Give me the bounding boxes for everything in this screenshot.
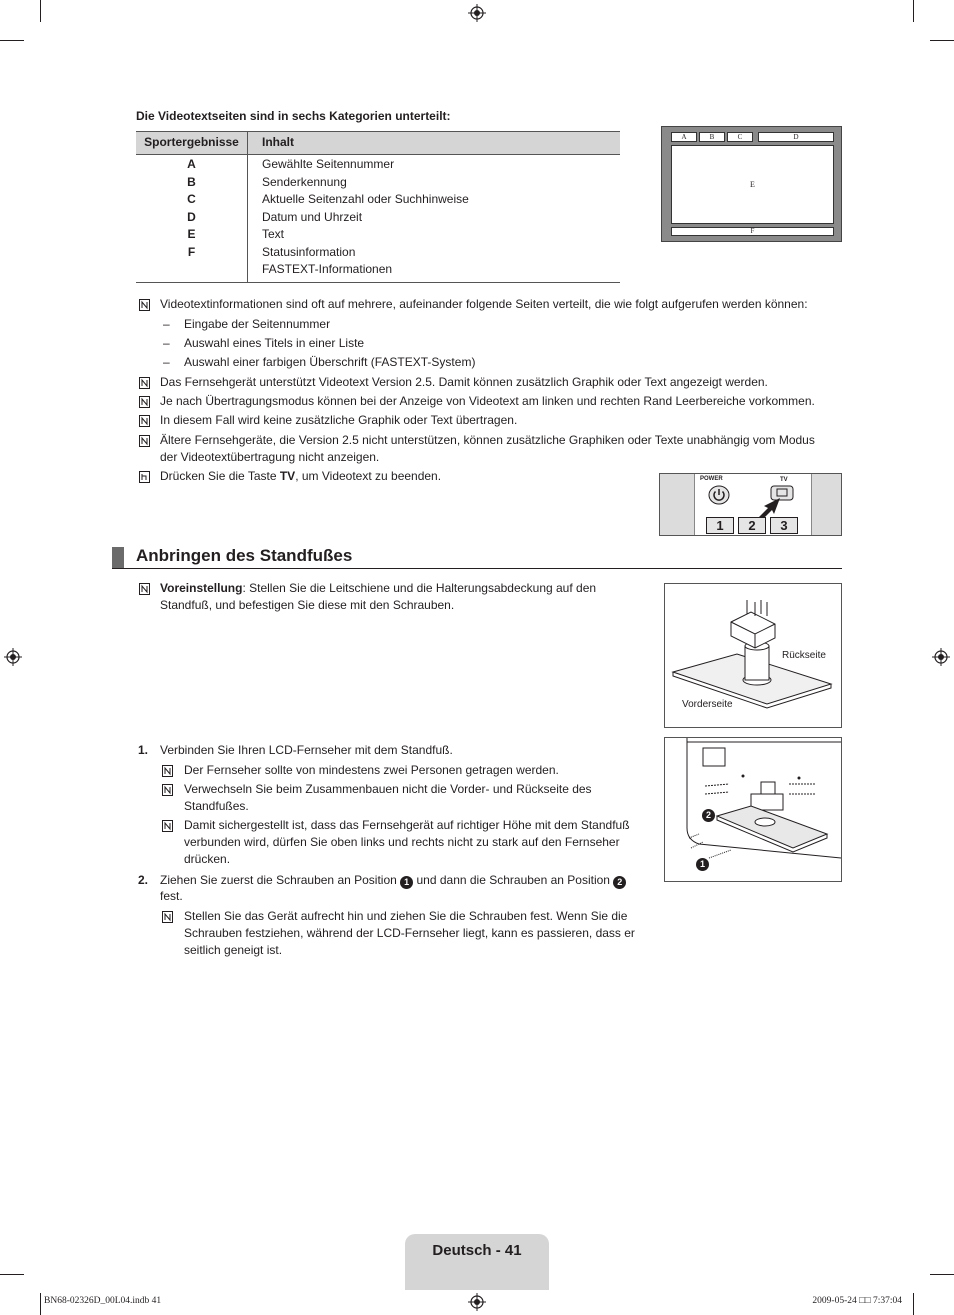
position-1-marker: 1 [696, 858, 709, 871]
note-text: Ältere Fernsehgeräte, die Version 2.5 nicht unterstützen, können zusätzliche Graphiken oder Texte unabhängig vom Modus [160, 433, 815, 447]
note-text: Standfuß, und befestigen Sie diese mit den Schrauben. [160, 598, 455, 612]
power-icon [708, 485, 730, 505]
step-number: 2. [138, 873, 149, 887]
note-text: Standfußes. [184, 799, 249, 813]
table-row: D Datum und Uhrzeit [136, 209, 620, 227]
note-text: Verwechseln Sie beim Zusammenbauen nicht die Vorder- und Rückseite des [184, 782, 592, 796]
crop-mark [0, 40, 24, 41]
teletext-category-table [136, 131, 620, 283]
label-front: Vorderseite [682, 699, 733, 710]
key-1: 1 [706, 517, 734, 534]
position-2-marker: 2 [702, 809, 715, 822]
page-number: Deutsch - 41 [432, 1242, 522, 1259]
table-header: Inhalt [248, 132, 621, 155]
note-text: verbunden wird, dürfen Sie oben links und rechts nicht zu stark auf den Fernseher [184, 835, 620, 849]
diagram-label-e: E [671, 145, 834, 224]
label-back: Rückseite [782, 650, 826, 661]
crop-mark [40, 1293, 41, 1315]
tv-label: TV [780, 477, 788, 483]
note-text: seitlich geneigt ist. [184, 943, 283, 957]
list-bullet: – [163, 317, 170, 331]
table-header: Sportergebnisse [136, 132, 248, 155]
note-icon [139, 377, 150, 389]
registration-mark-icon [468, 4, 486, 22]
crop-mark [913, 0, 914, 22]
key-2: 2 [738, 517, 766, 534]
remote-hint-icon [139, 471, 150, 483]
step-text: fest. [160, 889, 183, 903]
crop-mark [930, 40, 954, 41]
diagram-label-d: D [758, 132, 834, 142]
registration-mark-icon [468, 1293, 486, 1311]
note-text: In diesem Fall wird keine zusätzliche Graphik oder Text übertragen. [160, 413, 518, 427]
note-text: der Videotextübertragung nicht anzeigen. [160, 450, 380, 464]
registration-mark-icon [4, 648, 22, 666]
list-item: Eingabe der Seitennummer [184, 317, 331, 331]
diagram-label-f: F [671, 227, 834, 236]
crop-mark [930, 1274, 954, 1275]
table-row: C Aktuelle Seitenzahl oder Suchhinweise [136, 191, 620, 209]
list-item: Auswahl einer farbigen Überschrift (FASTEXT-System) [184, 355, 476, 369]
registration-mark-icon [932, 648, 950, 666]
list-bullet: – [163, 336, 170, 350]
note-icon [162, 784, 173, 796]
file-slug: BN68-02326D_00L04.indb 41 [44, 1296, 162, 1306]
power-label: POWER [700, 476, 723, 482]
crop-mark [913, 1293, 914, 1315]
note-icon [139, 435, 150, 447]
note-text: Stellen Sie das Gerät aufrecht hin und ziehen Sie die Schrauben fest. Wenn Sie die [184, 909, 628, 923]
note-text: drücken. [184, 852, 231, 866]
step-text: Verbinden Sie Ihren LCD-Fernseher mit dem Standfuß. [160, 743, 453, 757]
table-row: B Senderkennung [136, 174, 620, 192]
crop-mark [40, 0, 41, 22]
list-bullet: – [163, 355, 170, 369]
note-text: Das Fernsehgerät unterstützt Videotext Version 2.5. Damit können zusätzlich Graphik oder Text angezeigt werden. [160, 375, 768, 389]
table-row: A Gewählte Seitennummer [136, 155, 620, 174]
note-icon [162, 911, 173, 923]
stand-illustration [664, 583, 842, 728]
note-text: Voreinstellung: Stellen Sie die Leitschiene und die Halterungsabdeckung auf den [160, 581, 597, 595]
note-text: Der Fernseher sollte von mindestens zwei Personen getragen werden. [184, 763, 559, 777]
position-2-marker: 2 [613, 876, 626, 889]
note-icon [162, 765, 173, 777]
heading-rule [112, 568, 842, 569]
note-icon [162, 820, 173, 832]
note-text: Je nach Übertragungsmodus können bei der Anzeige von Videotext am linken und rechten Rand Leerbereiche vorkommen. [160, 394, 815, 408]
note-icon [139, 396, 150, 408]
teletext-intro: Die Videotextseiten sind in sechs Kategorien unterteilt: [136, 109, 451, 123]
note-icon [139, 299, 150, 311]
note-icon [139, 415, 150, 427]
position-1-marker: 1 [400, 876, 413, 889]
diagram-label-c: C [727, 132, 753, 142]
table-row: E Text [136, 226, 620, 244]
diagram-label-b: B [699, 132, 725, 142]
remote-illustration [659, 473, 842, 536]
date-slug: 2009-05-24 □□ 7:37:04 [812, 1296, 902, 1306]
table-row: F Statusinformation FASTEXT-Informationen [136, 244, 620, 283]
tv-back-drawing [665, 738, 841, 881]
key-3: 3 [770, 517, 798, 534]
note-text: Schrauben festziehen, während der LCD-Fernseher liegt, kann es passieren, dass er [184, 926, 635, 940]
crop-mark [0, 1274, 24, 1275]
heading-marker [112, 547, 124, 568]
note-text: Damit sichergestellt ist, dass das Fernsehgerät auf richtiger Höhe mit dem Standfuß [184, 818, 630, 832]
section-heading: Anbringen des Standfußes [136, 546, 353, 565]
diagram-label-a: A [671, 132, 697, 142]
list-item: Auswahl eines Titels in einer Liste [184, 336, 365, 350]
teletext-layout-diagram [661, 126, 842, 242]
note-text: Videotextinformationen sind oft auf mehrere, aufeinander folgende Seiten verteilt, die wie folgt aufgerufen werden können: [160, 297, 808, 311]
step-text: Ziehen Sie zuerst die Schrauben an Position 1 und dann die Schrauben an Position 2 [160, 872, 626, 889]
note-icon [139, 583, 150, 595]
note-text: Drücken Sie die Taste TV, um Videotext zu beenden. [160, 469, 442, 483]
screw-illustration [664, 737, 842, 882]
step-number: 1. [138, 743, 149, 757]
